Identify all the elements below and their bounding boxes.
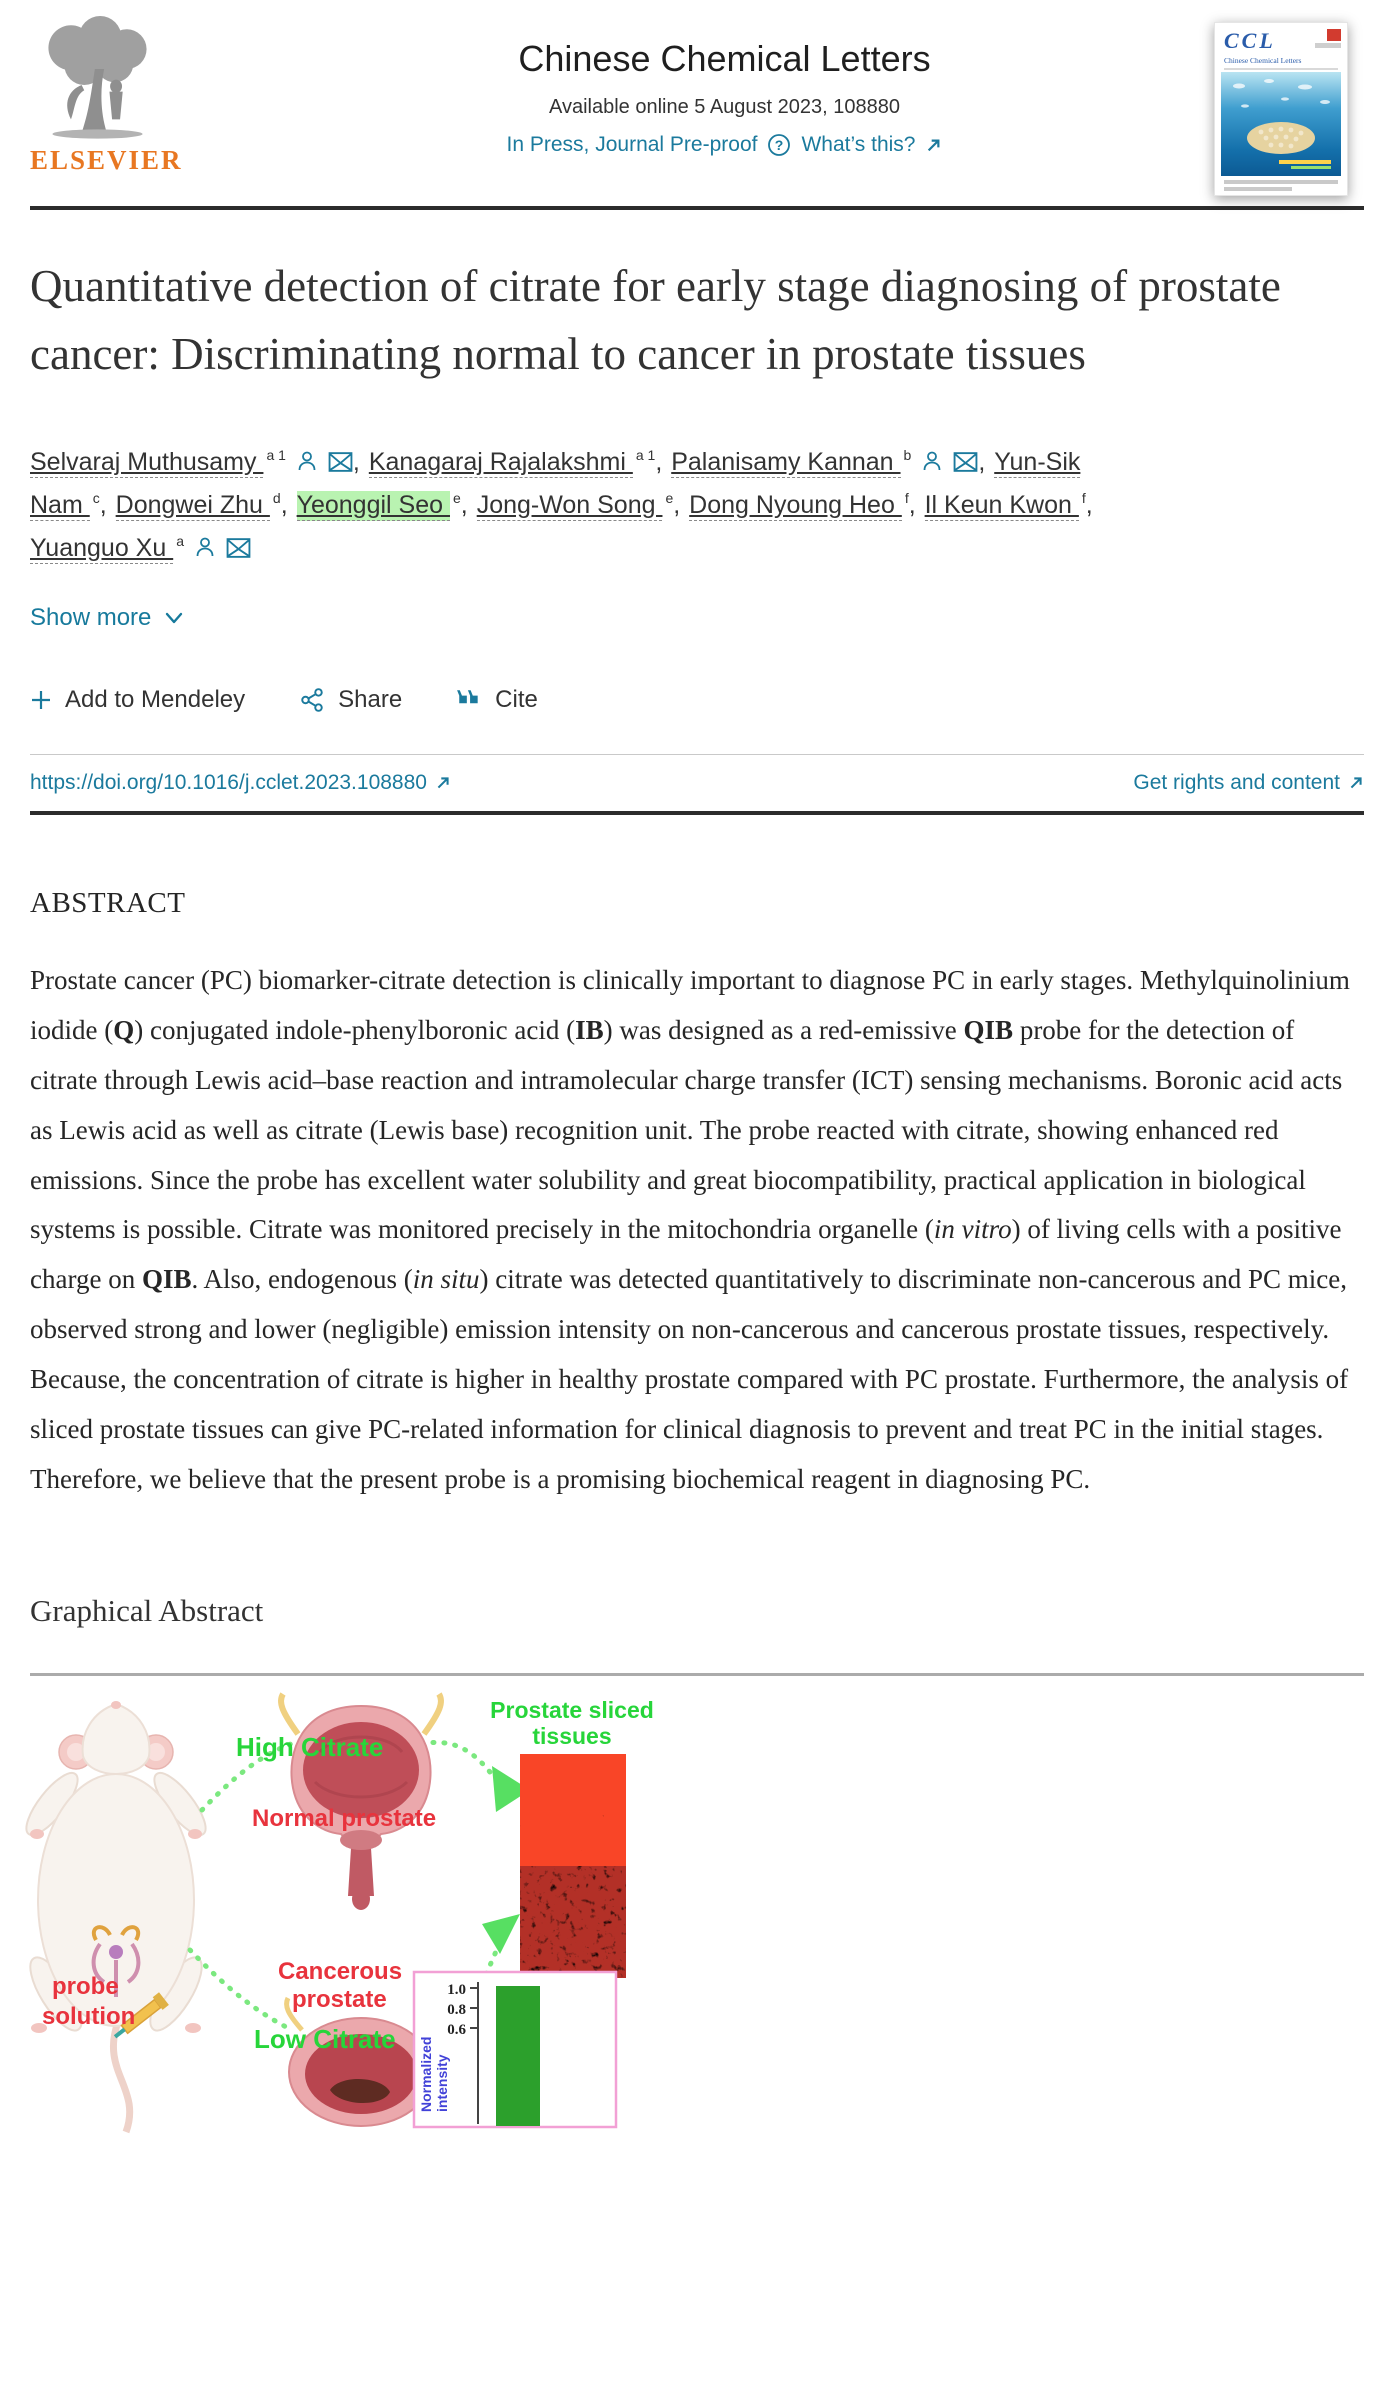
doi-divider-top	[30, 754, 1364, 755]
graphical-abstract-heading: Graphical Abstract	[30, 1593, 264, 1629]
author-entry: Palanisamy Kannan $^b$ ,	[671, 447, 993, 476]
graphical-abstract-figure[interactable]	[30, 1692, 654, 2113]
author-entry: Selvaraj Muthusamy $^{a 1}$ ,	[30, 447, 367, 476]
external-link-icon	[925, 137, 942, 154]
author-entry: Il Keun Kwon $^f$,	[924, 490, 1093, 519]
author-link[interactable]: Dong Nyoung Heo	[689, 490, 902, 519]
author-affiliation-sup: b	[903, 447, 912, 464]
envelope-icon[interactable]	[328, 451, 353, 473]
normal-prostate-label: Normal prostate	[252, 1805, 437, 1833]
elsevier-tree-logo	[30, 16, 165, 138]
author-entry: Kanagaraj Rajalakshmi $^{a 1}$,	[368, 447, 670, 476]
author-affiliation-sup: a	[176, 533, 184, 550]
author-entry: Dongwei Zhu $^d$,	[115, 490, 295, 519]
chart-ylabel-2: intensity	[434, 2054, 450, 2113]
available-online-text: Available online 5 August 2023, 108880	[548, 96, 901, 118]
whats-this-link[interactable]: What’s this?	[801, 133, 916, 156]
get-rights-link[interactable]: Get rights and content	[1133, 771, 1364, 795]
person-icon[interactable]	[920, 449, 944, 473]
journal-header	[30, 0, 1364, 196]
person-icon[interactable]	[295, 449, 319, 473]
show-more-label: Show more	[30, 603, 152, 631]
author-link[interactable]: Jong-Won Song	[476, 490, 663, 519]
article-title: Quantitative detection of citrate for early stage diagnosing of prostate cancer: Discriminating normal to cancer in prostate tissues	[30, 261, 1281, 380]
author-list	[30, 441, 1115, 570]
help-icon[interactable]	[767, 133, 791, 157]
cite-button[interactable]: Cite	[456, 686, 538, 714]
author-affiliation-sup: c	[92, 490, 100, 507]
chart-tick-3: 0.6	[447, 2022, 466, 2039]
author-link[interactable]: Yeonggil Seo	[296, 490, 450, 519]
cover-ocean-image	[1221, 72, 1341, 176]
abstract-heading: ABSTRACT	[30, 886, 186, 919]
author-affiliation-sup: d	[272, 490, 281, 507]
external-link-icon	[1348, 775, 1364, 791]
author-link[interactable]: Selvaraj Muthusamy	[30, 447, 264, 476]
author-link[interactable]: Yuanguo Xu	[30, 533, 174, 562]
cover-issue-badge	[1327, 29, 1341, 41]
tissues-label-2: tissues	[532, 1723, 612, 1750]
share-icon	[299, 687, 325, 713]
author-affiliation-sup: a 1	[266, 447, 286, 464]
tissues-label-1: Prostate sliced	[490, 1697, 654, 1724]
tissue-image-normal	[520, 1754, 626, 1866]
journal-cover-thumbnail[interactable]	[1214, 22, 1348, 196]
in-press-link[interactable]: In Press, Journal Pre-proof	[506, 133, 758, 156]
intensity-bar-chart	[414, 1972, 616, 2127]
author-affiliation-sup: e	[665, 490, 674, 507]
arrowhead-bottom	[482, 1914, 520, 1954]
elsevier-logo-block[interactable]	[30, 16, 235, 176]
chart-green-bar	[496, 1986, 540, 2126]
add-to-mendeley-button[interactable]: Add to Mendeley	[30, 686, 245, 714]
journal-title[interactable]: Chinese Chemical Letters	[518, 38, 931, 79]
plus-icon	[30, 689, 52, 711]
author-link[interactable]: Il Keun Kwon	[924, 490, 1079, 519]
high-citrate-label: High Citrate	[236, 1732, 384, 1763]
elsevier-wordmark: ELSEVIER	[30, 145, 183, 175]
author-entry: Yun-Sik Nam $^c$,	[30, 447, 1081, 519]
header-divider	[30, 206, 1364, 210]
tissue-image-cancerous	[520, 1866, 626, 1978]
author-entry: Jong-Won Song $^e$,	[476, 490, 688, 519]
person-icon[interactable]	[193, 535, 217, 559]
chevron-down-icon	[163, 607, 185, 629]
show-more-button[interactable]	[30, 604, 185, 632]
cancerous-prostate-label: prostate	[292, 1986, 387, 2014]
author-link[interactable]: Dongwei Zhu	[115, 490, 270, 519]
doi-divider-bottom	[30, 811, 1364, 815]
external-link-icon	[435, 775, 451, 791]
author-affiliation-sup: f	[904, 490, 909, 507]
chart-tick-1: 1.0	[447, 1982, 466, 1999]
envelope-icon[interactable]	[953, 451, 978, 473]
abstract-text: Prostate cancer (PC) biomarker-citrate detection is clinically important to diagnose PC in early stages. Methylquinolinium iodide (Q) conjugated indole-phenylboronic acid (IB) was designed as a red-emissive QIB probe for the detection of citrate through Lewis acid–base reaction and intramolecular charge transfer (ICT) sensing mechanisms. Boronic acid acts as Lewis acid as well as citrate (Lewis base) recognition unit. The probe reacted with citrate, showing enhanced red emissions. Since the probe has excellent water solubility and great biocompatibility, practical application in biological systems is possible. Citrate was monitored precisely in the mitochondria organelle (in vitro) of living cells with a positive charge on QIB. Also, endogenous (in situ) citrate was detected quantitatively to discriminate non-cancerous and PC mice, observed strong and lower (negligible) emission intensity on non-cancerous and cancerous prostate tissues, respectively. Because, the concentration of citrate is higher in healthy prostate compared with PC prostate. Furthermore, the analysis of sliced prostate tissues can give PC-related information for clinical diagnosis to prevent and treat PC in the initial stages. Therefore, we believe that the present probe is a promising biochemical reagent in diagnosing PC.	[30, 964, 1350, 1495]
author-entry: Yeonggil Seo $^e$,	[296, 490, 475, 519]
cite-quote-icon	[456, 687, 482, 713]
probe-solution-label-1: probe	[52, 1973, 119, 2001]
author-entry: Dong Nyoung Heo $^f$,	[689, 490, 923, 519]
author-link[interactable]: Palanisamy Kannan	[671, 447, 901, 476]
author-link[interactable]: Kanagaraj Rajalakshmi	[368, 447, 633, 476]
cancerous-label: Cancerous	[278, 1958, 403, 1986]
author-affiliation-sup: f	[1081, 490, 1086, 507]
low-citrate-label: Low Citrate	[254, 2024, 396, 2055]
envelope-icon[interactable]	[226, 537, 251, 559]
article-actions	[30, 686, 1364, 714]
cover-ccl-logo: CCL	[1224, 28, 1276, 53]
graphical-abstract-divider	[30, 1673, 1364, 1676]
cover-mini-text	[1315, 43, 1341, 48]
share-button[interactable]: Share	[299, 686, 402, 714]
probe-solution-label-2: solution	[42, 2003, 136, 2031]
author-link[interactable]: Yun-Sik Nam	[30, 447, 1081, 519]
journal-cover-column	[1214, 16, 1364, 196]
cover-subtitle: Chinese Chemical Letters	[1224, 56, 1302, 65]
author-affiliation-sup: a 1	[635, 447, 656, 464]
svg-text:?: ?	[775, 137, 784, 153]
normal-prostate-illustration	[281, 1694, 441, 1910]
doi-link[interactable]: https://doi.org/10.1016/j.cclet.2023.108880	[30, 771, 451, 795]
chart-tick-2: 0.8	[447, 2002, 466, 2019]
journal-header-center	[235, 16, 1214, 157]
author-entry	[30, 534, 251, 562]
mouse-illustration	[18, 1701, 213, 2132]
chart-ylabel-1: Normalized	[418, 2036, 434, 2113]
doi-row	[30, 771, 1364, 795]
author-affiliation-sup: e	[452, 490, 461, 507]
